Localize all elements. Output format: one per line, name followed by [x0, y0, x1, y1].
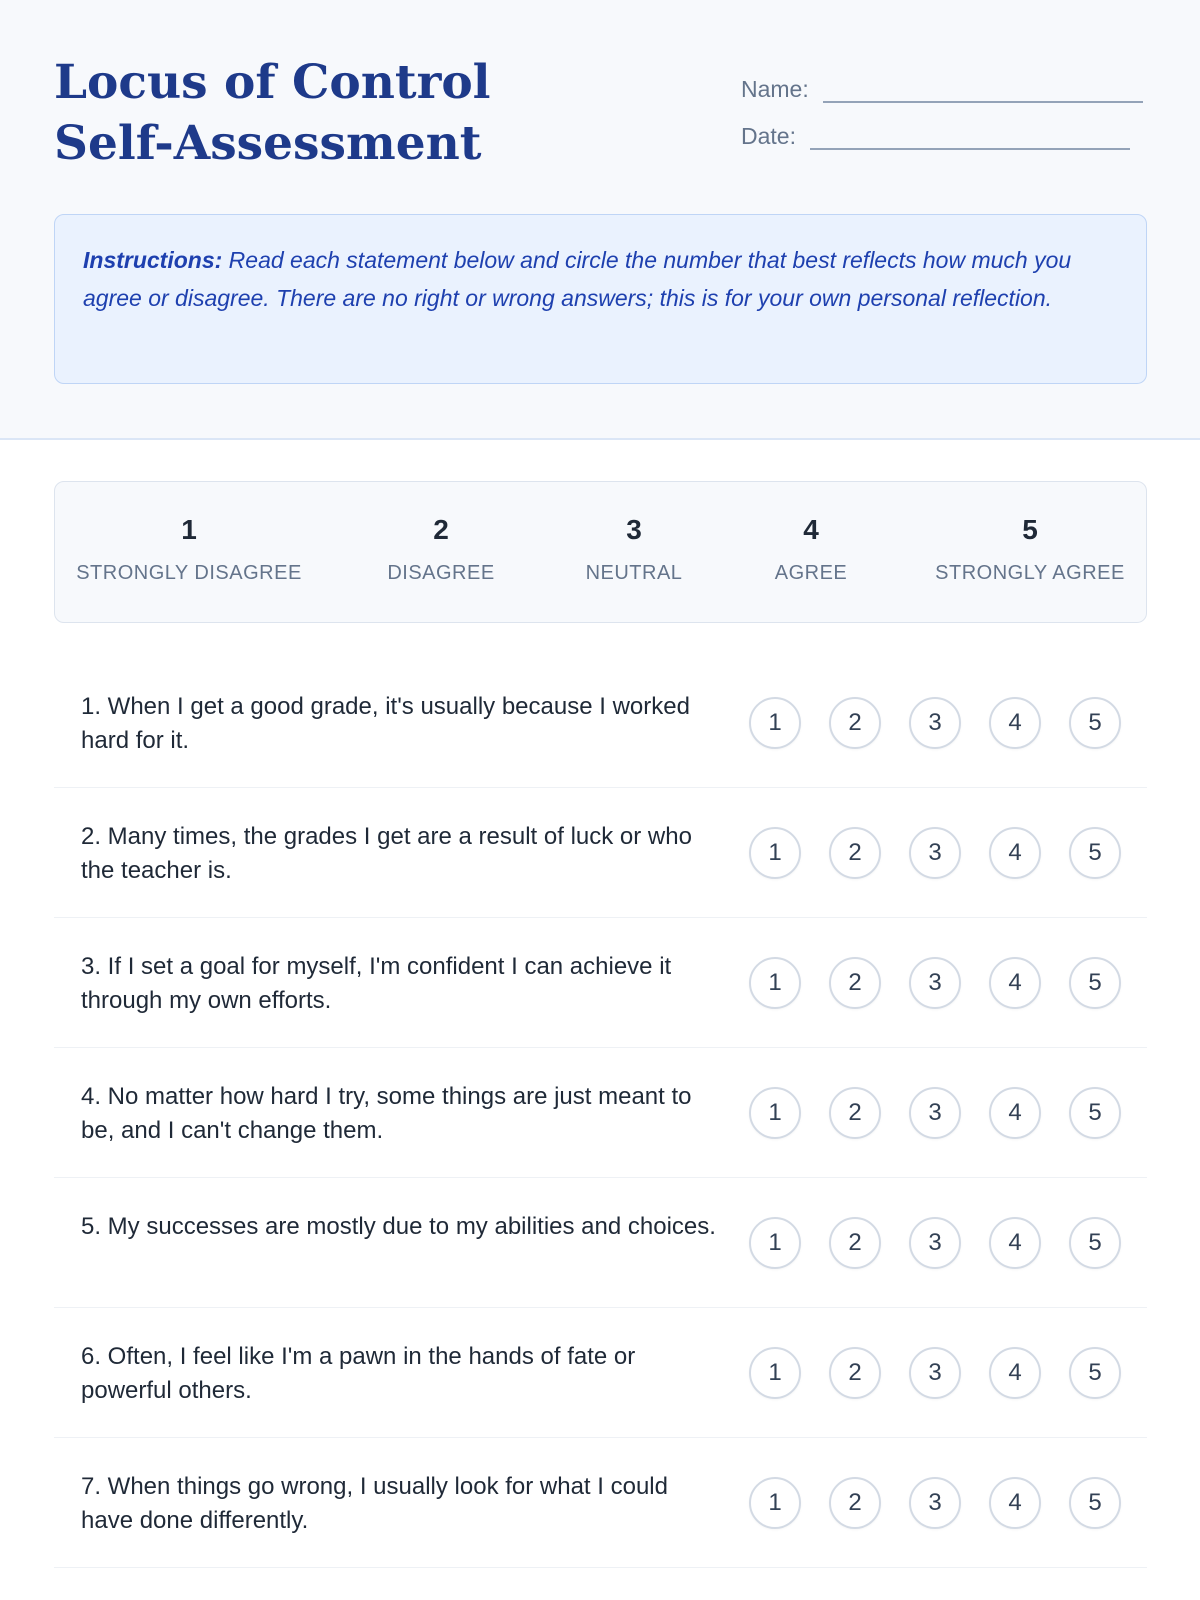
rating-option[interactable]: 3 — [909, 697, 961, 749]
rating-options — [749, 957, 1121, 1009]
scale-item-1 — [76, 514, 302, 585]
rating-option[interactable]: 3 — [909, 1347, 961, 1399]
scale-label: STRONGLY DISAGREE — [76, 562, 302, 584]
scale-number: 5 — [1022, 514, 1038, 545]
rating-option[interactable]: 2 — [829, 697, 881, 749]
rating-option[interactable]: 4 — [989, 827, 1041, 879]
scale-number: 4 — [803, 514, 819, 545]
rating-option[interactable]: 1 — [749, 957, 801, 1009]
rating-scale-legend — [54, 481, 1147, 623]
statement-row — [54, 1438, 1147, 1568]
name-field[interactable] — [741, 76, 1143, 103]
rating-option[interactable]: 5 — [1069, 1087, 1121, 1139]
rating-option[interactable]: 4 — [989, 1347, 1041, 1399]
rating-option[interactable]: 1 — [749, 827, 801, 879]
rating-options — [749, 827, 1121, 879]
rating-option[interactable]: 3 — [909, 1477, 961, 1529]
statement-row — [54, 1308, 1147, 1438]
statement-text: 1. When I get a good grade, it's usually because I worked hard for it. — [81, 693, 690, 754]
rating-option[interactable]: 1 — [749, 1217, 801, 1269]
statement-text: 7. When things go wrong, I usually look for what I could have done differently. — [81, 1473, 668, 1534]
date-field[interactable] — [741, 123, 1130, 150]
date-blank-line[interactable] — [810, 126, 1130, 150]
instructions-label: Instructions: — [83, 247, 223, 273]
rating-option[interactable]: 3 — [909, 827, 961, 879]
statement-row — [54, 1178, 1147, 1308]
rating-option[interactable]: 2 — [829, 827, 881, 879]
header-section — [0, 0, 1200, 440]
page-title: Locus of Control Self-Assessment — [54, 55, 491, 171]
scale-item-5 — [935, 514, 1125, 585]
rating-option[interactable]: 5 — [1069, 1477, 1121, 1529]
rating-option[interactable]: 1 — [749, 1347, 801, 1399]
rating-option[interactable]: 5 — [1069, 697, 1121, 749]
statement-row — [54, 1048, 1147, 1178]
rating-options — [749, 1087, 1121, 1139]
statement-text: 4. No matter how hard I try, some things are just meant to be, and I can't change them. — [81, 1083, 692, 1144]
rating-option[interactable]: 1 — [749, 697, 801, 749]
name-label: Name: — [741, 76, 809, 102]
scale-number: 3 — [626, 514, 642, 545]
rating-option[interactable]: 1 — [749, 1087, 801, 1139]
rating-option[interactable]: 5 — [1069, 1347, 1121, 1399]
statement-row — [54, 788, 1147, 918]
scale-label: NEUTRAL — [585, 562, 683, 584]
rating-options — [749, 1477, 1121, 1529]
scale-number: 1 — [181, 514, 197, 545]
scale-number: 2 — [433, 514, 449, 545]
rating-option[interactable]: 3 — [909, 1087, 961, 1139]
rating-options — [749, 697, 1121, 749]
rating-option[interactable]: 5 — [1069, 1217, 1121, 1269]
scale-item-4 — [775, 514, 848, 585]
rating-option[interactable]: 2 — [829, 1347, 881, 1399]
scale-item-3 — [586, 514, 683, 585]
name-blank-line[interactable] — [823, 79, 1143, 103]
statement-text: 2. Many times, the grades I get are a result of luck or who the teacher is. — [81, 823, 692, 884]
rating-options — [749, 1217, 1121, 1269]
scale-label: STRONGLY AGREE — [935, 562, 1125, 584]
rating-option[interactable]: 2 — [829, 957, 881, 1009]
rating-option[interactable]: 3 — [909, 1217, 961, 1269]
rating-option[interactable]: 4 — [989, 1217, 1041, 1269]
scale-label: DISAGREE — [387, 562, 495, 584]
statement-text: 3. If I set a goal for myself, I'm confident I can achieve it through my own efforts. — [81, 953, 672, 1014]
date-label: Date: — [741, 123, 796, 149]
rating-option[interactable]: 4 — [989, 957, 1041, 1009]
statement-row — [54, 918, 1147, 1048]
statement-text: 5. My successes are mostly due to my abilities and choices. — [81, 1213, 716, 1240]
rating-option[interactable]: 5 — [1069, 957, 1121, 1009]
scale-label: AGREE — [774, 562, 848, 584]
rating-option[interactable]: 1 — [749, 1477, 801, 1529]
rating-option[interactable]: 5 — [1069, 827, 1121, 879]
statement-row — [54, 658, 1147, 788]
instructions-box — [54, 214, 1147, 384]
statement-text: 6. Often, I feel like I'm a pawn in the hands of fate or powerful others. — [81, 1343, 636, 1404]
rating-option[interactable]: 4 — [989, 1477, 1041, 1529]
rating-option[interactable]: 4 — [989, 697, 1041, 749]
rating-option[interactable]: 2 — [829, 1087, 881, 1139]
rating-option[interactable]: 2 — [829, 1217, 881, 1269]
rating-option[interactable]: 3 — [909, 957, 961, 1009]
scale-item-2 — [387, 514, 494, 585]
rating-option[interactable]: 2 — [829, 1477, 881, 1529]
statement-list — [54, 658, 1147, 1568]
instructions-text: Read each statement below and circle the number that best reflects how much you agree or disagree. There are no right or wrong answers; this is for your own personal reflection. — [83, 247, 1072, 311]
rating-option[interactable]: 4 — [989, 1087, 1041, 1139]
rating-options — [749, 1347, 1121, 1399]
